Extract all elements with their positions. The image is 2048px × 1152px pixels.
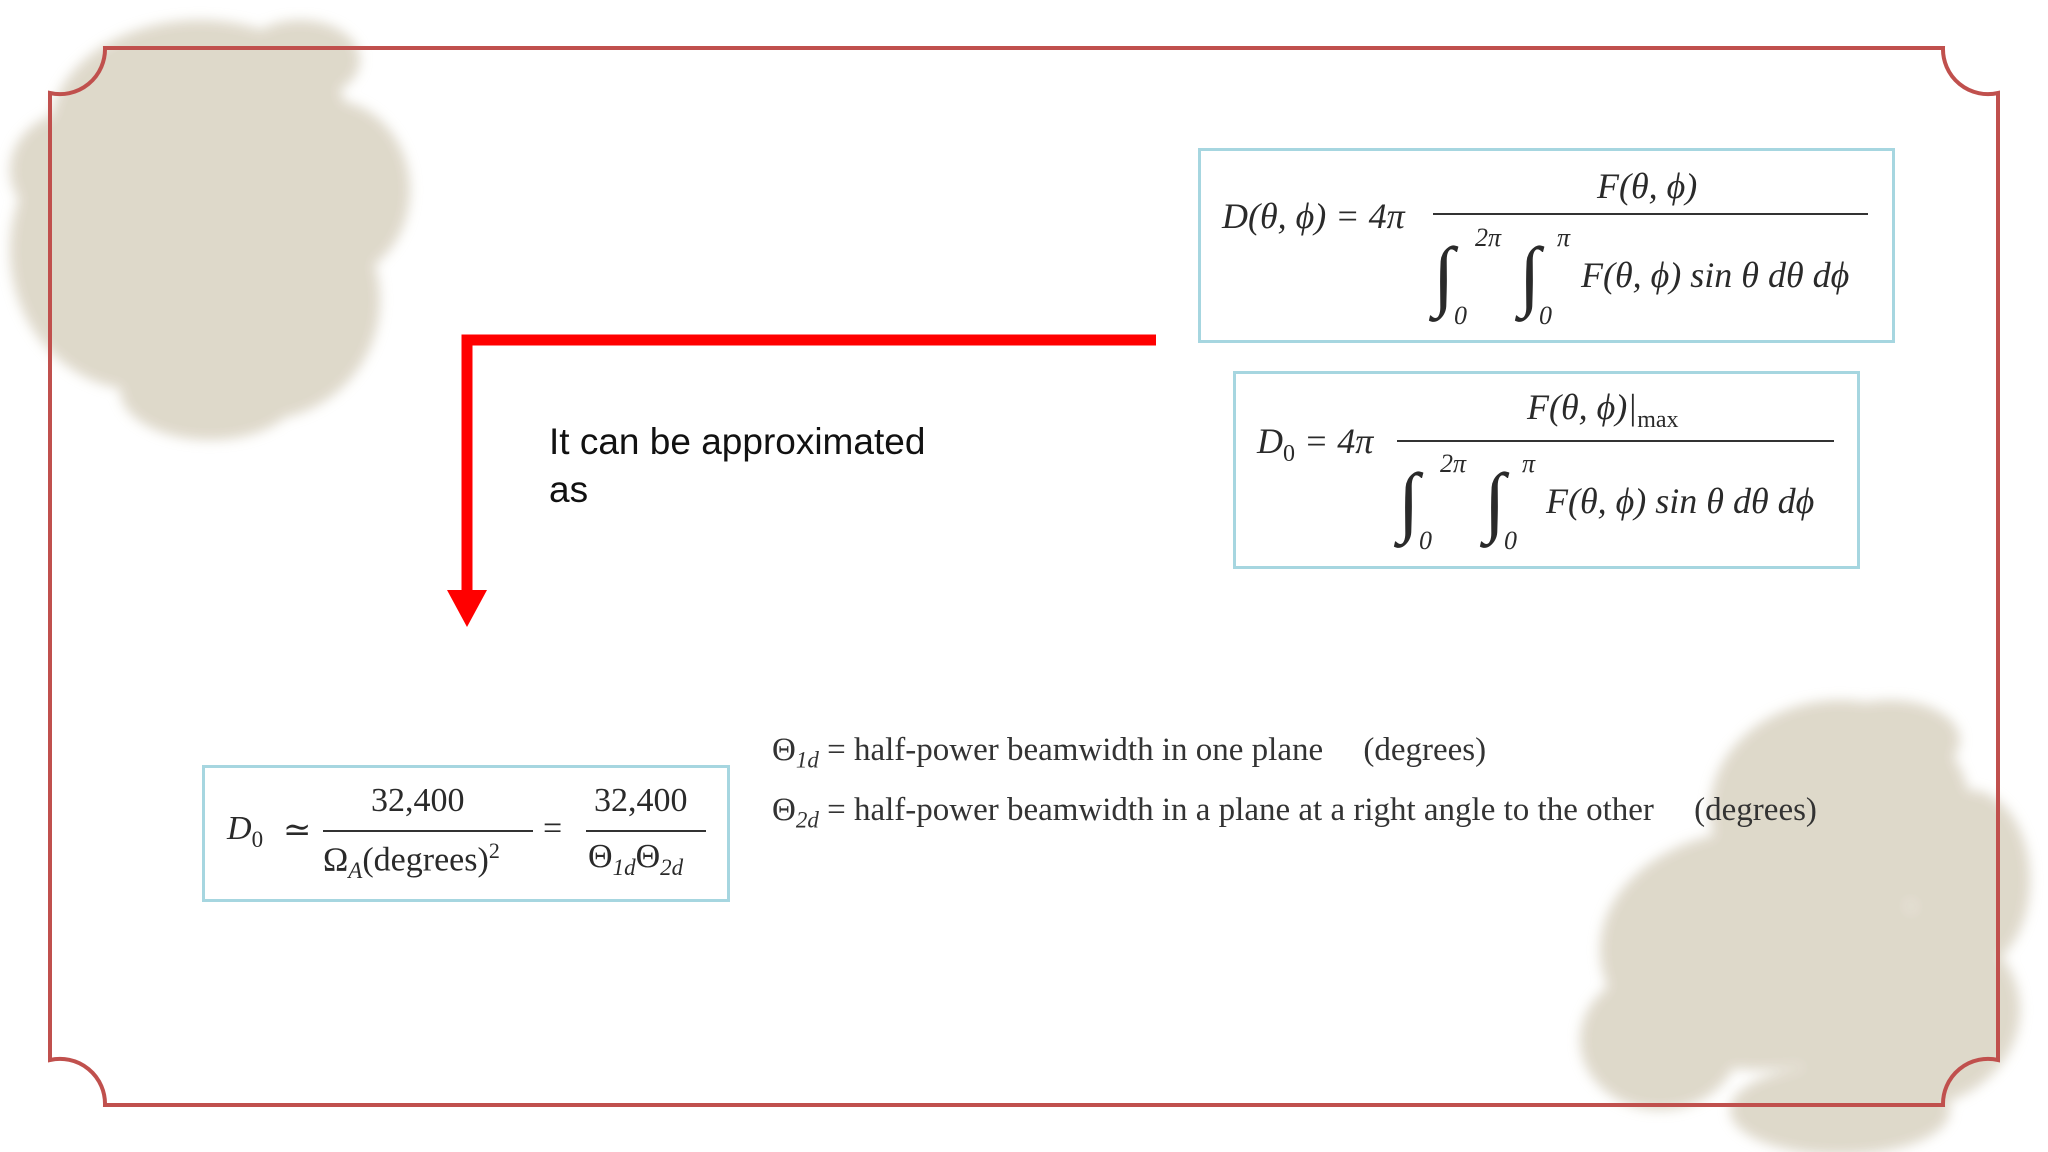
eq1-integral-outer: ∫: [1433, 231, 1455, 318]
eq1-upper-limit-inner: π: [1557, 223, 1571, 252]
eq2-integrand: F(θ, ϕ) sin θ dθ dϕ: [1546, 481, 1815, 521]
eq3-denominator-1: $\Omega_A(degrees)^2$: [323, 838, 500, 884]
eq3-numerator-1: 32,400: [371, 782, 465, 819]
eq1-numerator: F(θ, ϕ): [1597, 166, 1698, 206]
eq2-fraction-bar: [1397, 440, 1834, 442]
eq1-integrand: F(θ, ϕ) sin θ dθ dϕ: [1581, 255, 1850, 295]
eq2-lower-limit-inner: 0: [1504, 526, 1517, 555]
eq1-upper-limit-outer: 2π: [1475, 223, 1502, 252]
eq1-lhs: D(θ, ϕ) = 4π: [1222, 196, 1405, 236]
eq2-upper-limit-outer: 2π: [1440, 449, 1467, 478]
max-directivity-equation-box: [1233, 371, 1860, 569]
caption-line-1: It can be approximated: [549, 421, 926, 462]
eq2-integral-outer: ∫: [1398, 457, 1420, 544]
eq3-denominator-2: $\Theta_{1d}\Theta_{2d}$: [588, 838, 684, 880]
approximation-equation-box: [202, 765, 730, 902]
eq2-numerator: F(θ, $\phi)|_{max}$: [1527, 387, 1679, 434]
eq3-fraction-bar-1: [323, 830, 533, 832]
eq2-lhs: $D_0 = 4\pi$: [1257, 421, 1374, 468]
eq3-numerator-2: 32,400: [594, 782, 688, 819]
eq1-lower-limit-outer: 0: [1454, 301, 1467, 330]
directivity-equation-box: [1198, 148, 1895, 343]
eq1-integral-inner: ∫: [1519, 231, 1541, 318]
eq2-lower-limit-outer: 0: [1419, 526, 1432, 555]
caption-line-2: as: [549, 469, 589, 510]
eq3-lhs: $D_0$: [227, 810, 264, 852]
definition-theta-2d: $\Theta_{2d}$ = half-power beamwidth in a plane at a right angle to the other (degrees): [772, 792, 1817, 833]
approximation-caption: [549, 418, 925, 514]
eq1-fraction-bar: [1433, 213, 1868, 215]
eq2-integral-inner: ∫: [1484, 457, 1506, 544]
eq3-fraction-bar-2: [586, 830, 706, 832]
eq3-equals-sign: =: [543, 810, 563, 847]
eq2-upper-limit-inner: π: [1522, 449, 1536, 478]
eq1-lower-limit-inner: 0: [1539, 301, 1552, 330]
definition-theta-1d: $\Theta_{1d}$ = half-power beamwidth in one plane (degrees): [772, 732, 1487, 773]
eq3-approx-sign: ≃: [283, 812, 312, 849]
